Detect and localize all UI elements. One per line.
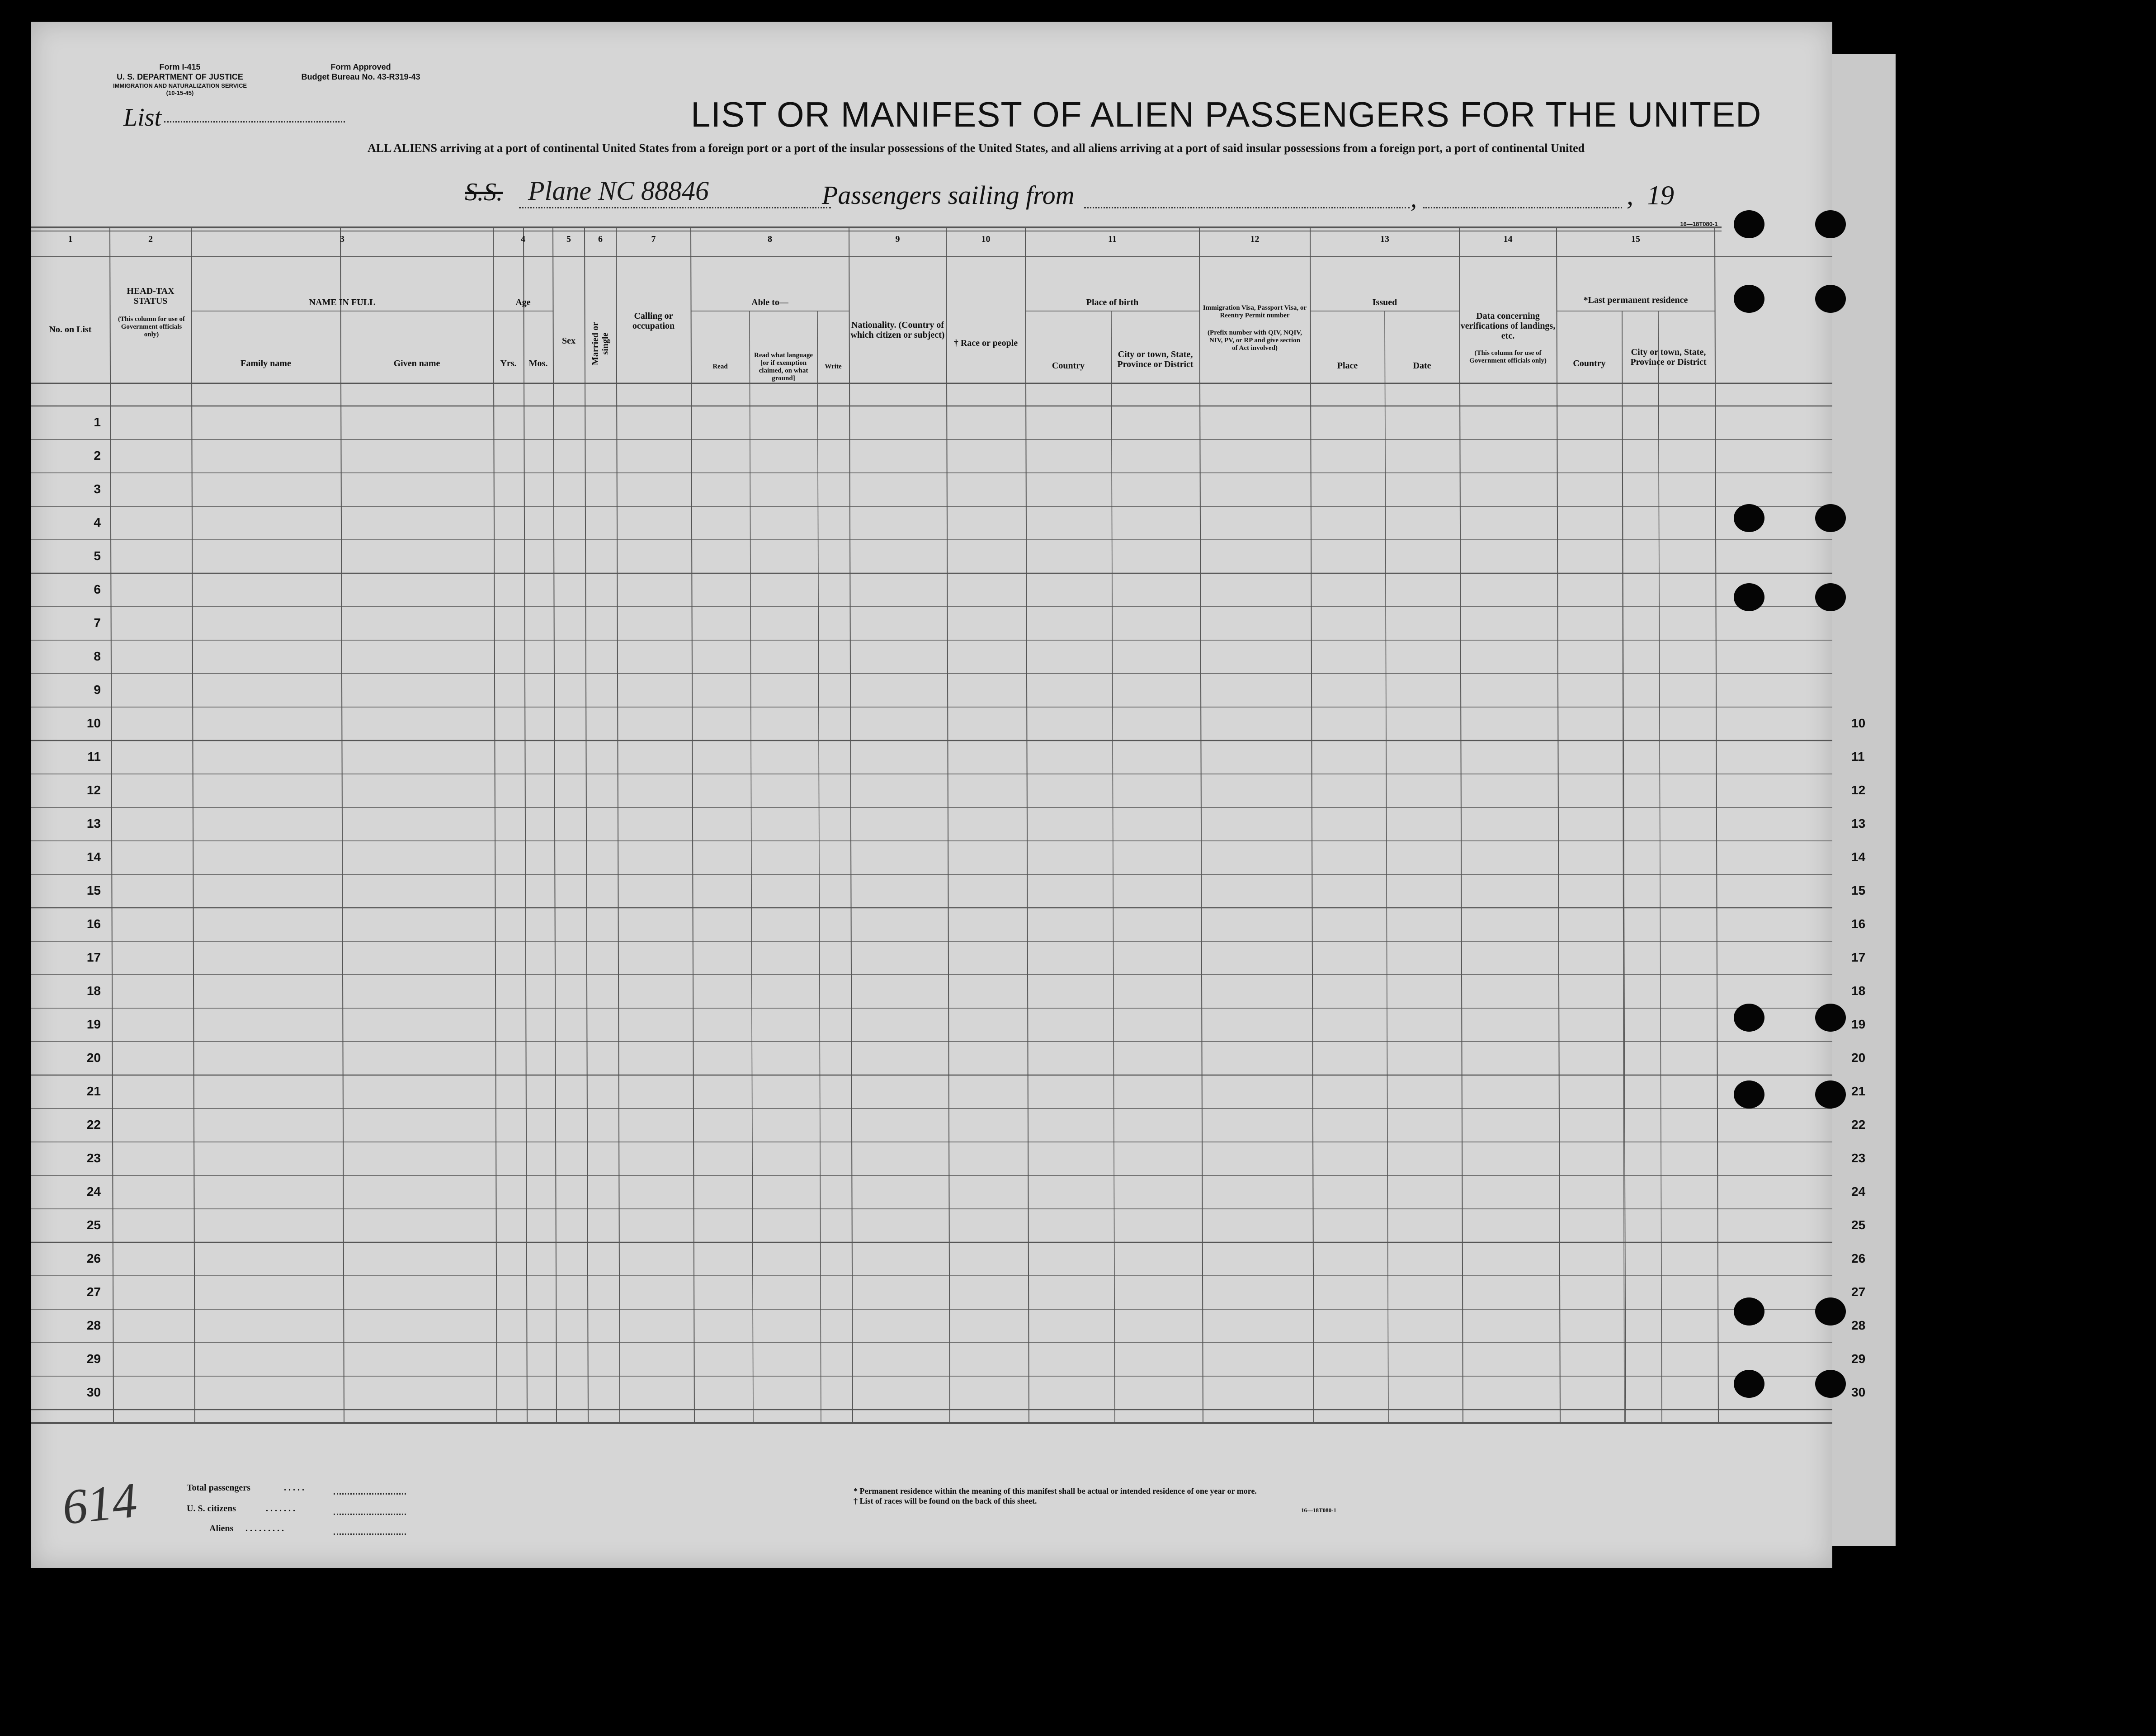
punch-hole	[1734, 1004, 1764, 1032]
row-number-margin: 26	[1851, 1251, 1866, 1265]
col-read: Read	[712, 363, 728, 370]
row-number-margin: 13	[1851, 816, 1866, 830]
column-number-10: 10	[981, 234, 991, 244]
col-married-or-single: Married or single	[590, 321, 610, 366]
col-last-residence: *Last permanent residence	[1583, 295, 1688, 305]
col-given-name: Given name	[393, 359, 440, 368]
row-number: 11	[87, 750, 101, 764]
row-number-margin: 30	[1851, 1385, 1866, 1399]
column-number-15: 15	[1631, 234, 1640, 244]
punch-hole	[1734, 504, 1764, 532]
row-number: 23	[86, 1151, 101, 1165]
row-number: 13	[86, 816, 101, 830]
punch-hole	[1734, 285, 1764, 313]
col-nationality: Nationality. (Country of which citizen or subject)	[850, 320, 945, 340]
col-birth-city: City or town, State, Province or District	[1117, 349, 1194, 369]
col-family-name: Family name	[241, 359, 291, 368]
row-number: 18	[86, 984, 101, 998]
list-label: List	[123, 104, 162, 132]
punch-hole	[1734, 210, 1764, 238]
col-no-on-list: No. on List	[49, 325, 92, 335]
row-number: 7	[94, 616, 101, 630]
punch-hole	[1815, 1297, 1846, 1326]
vessel-name-handwritten: Plane NC 88846	[528, 176, 709, 206]
punch-hole	[1815, 1370, 1846, 1398]
aliens-field[interactable]	[334, 1533, 406, 1535]
column-number-2: 2	[148, 234, 153, 244]
budget-number: Budget Bureau No. 43-R319-43	[301, 72, 420, 81]
sailing-label: Passengers sailing from	[822, 180, 1075, 210]
column-number-13: 13	[1380, 234, 1389, 244]
column-number-7: 7	[651, 234, 656, 244]
col-verification-note: (This column for use of Government officials only)	[1469, 349, 1547, 364]
row-number: 1	[94, 415, 101, 429]
row-number: 15	[86, 883, 101, 897]
revision: (10-15-45)	[166, 90, 194, 96]
us-citizens-label: U. S. citizens	[187, 1504, 236, 1514]
row-number-margin: 27	[1851, 1285, 1866, 1299]
punch-hole	[1815, 1080, 1846, 1109]
note-permanent-residence: * Permanent residence within the meaning of this manifest shall be actual or intended residence of one year or more.	[854, 1486, 1257, 1495]
col-visa-note: (Prefix number with QIV, NQIV, NIV, PV, or RP and give section of Act involved)	[1208, 329, 1302, 352]
total-passengers-label: Total passengers	[187, 1483, 250, 1493]
punch-hole	[1815, 583, 1846, 611]
col-residence-country: Country	[1573, 359, 1606, 368]
row-number: 4	[94, 515, 101, 529]
us-citizens-field[interactable]	[334, 1514, 406, 1515]
row-number-margin: 21	[1851, 1084, 1866, 1098]
row-number-margin: 15	[1851, 883, 1866, 897]
row-number-margin: 10	[1851, 716, 1866, 730]
subtitle: ALL ALIENS arriving at a port of continental United States from a foreign port or a port of the insular possessions of the United States, and all aliens arriving at a port of said insular possessions from a foreign port, a port of continental United	[368, 142, 1585, 155]
row-number: 28	[86, 1318, 101, 1332]
col-read-language: Read what language [or if exemption claimed, on what ground]	[754, 352, 813, 382]
row-number: 2	[94, 448, 101, 462]
row-number: 14	[86, 850, 101, 864]
column-number-8: 8	[768, 234, 772, 244]
row-number-margin: 18	[1851, 984, 1866, 998]
row-number-margin: 29	[1851, 1352, 1866, 1366]
column-number-1: 1	[68, 234, 73, 244]
aliens-label: Aliens	[209, 1524, 234, 1533]
manifest-grid	[31, 22, 1832, 1568]
top-right-code: 16—18T080-1	[1680, 221, 1718, 227]
row-number: 26	[86, 1251, 101, 1265]
punch-hole	[1815, 1004, 1846, 1032]
row-number-margin: 25	[1851, 1218, 1866, 1232]
column-number-6: 6	[598, 234, 603, 244]
row-number: 19	[86, 1017, 101, 1031]
col-residence-city: City or town, State, Province or District	[1630, 347, 1707, 367]
total-passengers-field[interactable]	[334, 1493, 406, 1495]
column-number-4: 4	[521, 234, 525, 244]
row-number-margin: 14	[1851, 850, 1866, 864]
column-number-3: 3	[340, 234, 344, 244]
row-number-margin: 19	[1851, 1017, 1866, 1031]
col-write: Write	[825, 363, 842, 370]
col-age-yrs: Yrs.	[500, 359, 517, 368]
approval: Form Approved	[330, 62, 391, 71]
col-issued-place: Place	[1337, 361, 1358, 371]
row-number-margin: 17	[1851, 950, 1866, 964]
punch-hole	[1734, 1297, 1764, 1326]
row-number: 17	[86, 950, 101, 964]
row-number: 27	[86, 1285, 101, 1299]
note-races: † List of races will be found on the back of this sheet.	[854, 1496, 1037, 1505]
col-sex: Sex	[562, 336, 576, 346]
row-number: 10	[86, 716, 101, 730]
row-number-margin: 20	[1851, 1051, 1866, 1065]
col-age: Age	[515, 297, 531, 307]
row-number: 8	[94, 649, 101, 663]
agency: U. S. DEPARTMENT OF JUSTICE	[117, 72, 243, 81]
col-age-mos: Mos.	[528, 359, 548, 368]
row-number: 29	[86, 1352, 101, 1366]
punch-hole	[1815, 504, 1846, 532]
row-number: 20	[86, 1051, 101, 1065]
row-number-margin: 23	[1851, 1151, 1866, 1165]
column-number-5: 5	[566, 234, 571, 244]
punch-hole	[1734, 1370, 1764, 1398]
print-code: 16—18T080-1	[1301, 1507, 1336, 1514]
col-place-of-birth: Place of birth	[1086, 297, 1139, 307]
row-number: 16	[86, 917, 101, 931]
col-head-tax-status: HEAD-TAX STATUS	[127, 286, 175, 306]
row-number-margin: 12	[1851, 783, 1866, 797]
form-id: Form I-415	[159, 62, 201, 71]
row-number-margin: 11	[1851, 750, 1865, 764]
col-visa-number: Immigration Visa, Passport Visa, or Reentry Permit number	[1203, 304, 1307, 319]
vessel-prefix: S.S.	[465, 178, 503, 206]
row-number: 3	[94, 482, 101, 496]
col-race: † Race or people	[953, 338, 1018, 348]
handwritten-number: 614	[60, 1472, 140, 1535]
row-number: 21	[86, 1084, 101, 1098]
year-prefix: 19	[1647, 180, 1674, 210]
row-number: 25	[86, 1218, 101, 1232]
page-title: LIST OR MANIFEST OF ALIEN PASSENGERS FOR THE UNITED	[691, 94, 1762, 134]
column-number-11: 11	[1108, 234, 1117, 244]
col-verification-data: Data concerning verifications of landings, etc.	[1460, 311, 1556, 341]
col-issued-date: Date	[1413, 361, 1431, 371]
row-number-margin: 24	[1851, 1184, 1866, 1198]
col-able-to: Able to—	[751, 297, 788, 307]
row-number: 12	[86, 783, 101, 797]
row-number: 6	[94, 582, 101, 596]
col-name-in-full: NAME IN FULL	[309, 297, 376, 307]
row-number-margin: 28	[1851, 1318, 1866, 1332]
row-number: 24	[86, 1184, 101, 1198]
punch-hole	[1734, 1080, 1764, 1109]
row-number-margin: 16	[1851, 917, 1866, 931]
column-number-14: 14	[1503, 234, 1513, 244]
row-number-margin: 22	[1851, 1118, 1866, 1132]
row-number: 22	[86, 1118, 101, 1132]
punch-hole	[1815, 285, 1846, 313]
row-number: 5	[94, 549, 101, 563]
row-number: 9	[94, 683, 101, 697]
service: IMMIGRATION AND NATURALIZATION SERVICE	[113, 82, 247, 89]
punch-hole	[1815, 210, 1846, 238]
manifest-sheet: Form I-415 U. S. DEPARTMENT OF JUSTICE IMMIGRATION AND NATURALIZATION SERVICE (10-15-45) Form Approved Budget Bureau No. 43-R319-43 List LIST OR MANIFEST OF ALIEN PASSENGERS FOR THE UNITED ALL ALIENS arriving at a port of continental United States from a foreign port or a port of the insular possessions of the United States, and all aliens arriving at a port of said insular possessions from a foreign port, a port of continental United S.S. Plane NC 88846 Passengers sailing from , , 19 16—18T080-1 1 2 3 4 5 6 7 8 9 10 11 12 13 14 15 No. on List HEAD-TAX STATUS (This column for use of Government officials only) NAME IN FULL Family name Given name Age Yrs. Mos. Sex Married or single Calling or occupation Able to— Read Read what language [or if exemption claimed, on what ground] Write Nationality. (Country of which citizen or subject) † Race or people Place of birth Country City or town, State, Province or District Immigration Visa, Passport Visa, or Reentry Permit number (Prefix number with QIV, NQIV, NIV, PV, or RP and give section of Act involved) Issued Place Date Data concerning verifications of landings, etc. (This column for use of Government officials only) *Last permanent residence Country City or town, State, Province or District 1 2 3 4 5 6 7 8 9 10 11 12 13 14 15 16 17 18 19 20 21 22 23 24 25 26 27 28 29 30 614 Total passengers . . . . . U. S. citizens . . . . . . . Aliens . . . . . . . . . * Permanent residence within the meaning of this manifest shall be actual or intended residence of one year or more. † List of races will be found on the back of this sheet. 16—18T080-1	[31, 22, 1832, 1568]
col-birth-country: Country	[1052, 361, 1085, 371]
row-number: 30	[86, 1385, 101, 1399]
col-head-tax-note: (This column for use of Government officials only)	[118, 316, 185, 338]
column-number-9: 9	[895, 234, 900, 244]
col-issued: Issued	[1372, 297, 1397, 307]
col-calling-occupation: Calling or occupation	[632, 311, 675, 331]
column-number-12: 12	[1250, 234, 1260, 244]
punch-hole	[1734, 583, 1764, 611]
